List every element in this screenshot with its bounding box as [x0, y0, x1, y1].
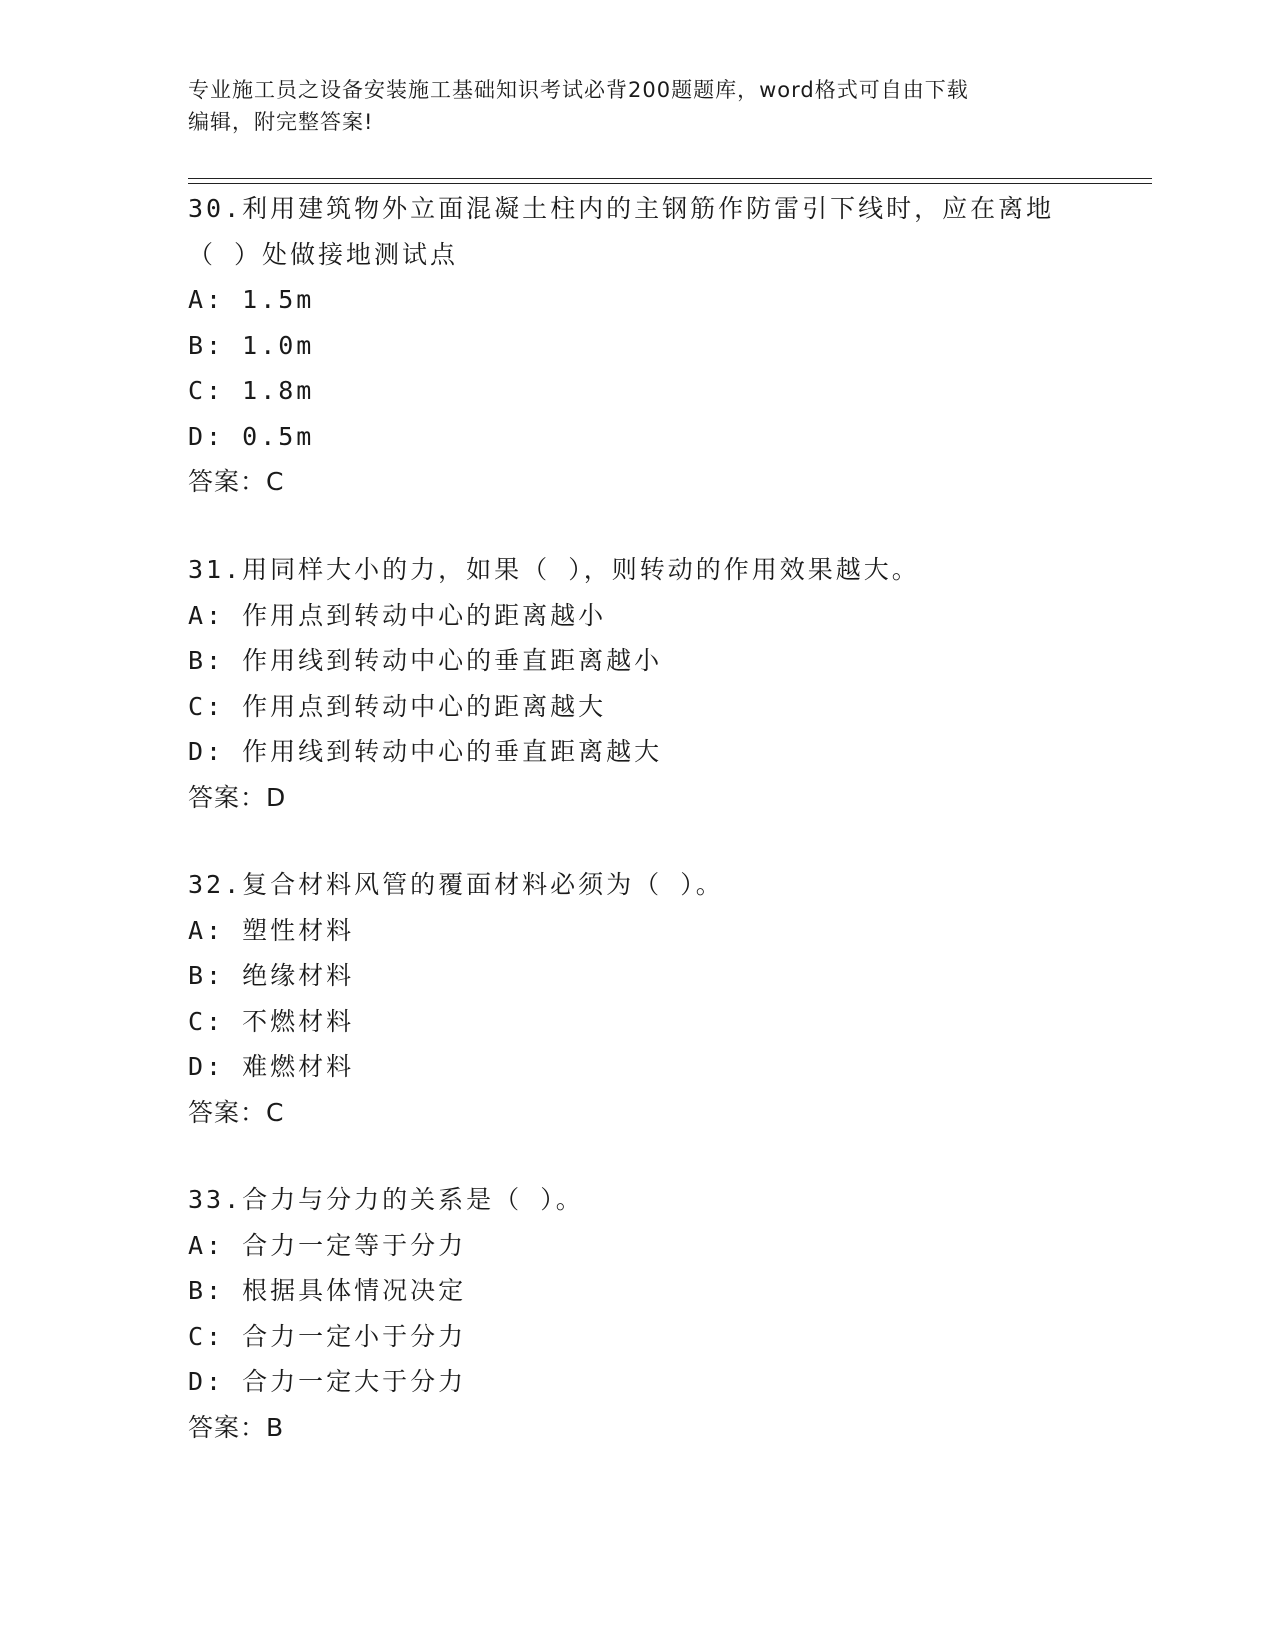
header-divider-top — [188, 178, 1152, 179]
option-b: B: 根据具体情况决定 — [188, 1276, 467, 1305]
header-title-line-1: 专业施工员之设备安装施工基础知识考试必背200题题库，word格式可自由下载 — [188, 78, 969, 102]
option-d: D: 0.5m — [188, 421, 315, 451]
header-title-line-2: 编辑，附完整答案! — [188, 110, 374, 134]
option-b: B: 绝缘材料 — [188, 961, 355, 990]
option-b: B: 1.0m — [188, 330, 315, 360]
header-divider-bottom — [188, 183, 1152, 184]
option-d: D: 难燃材料 — [188, 1052, 355, 1081]
question-stem-continued: （ ）处做接地测试点 — [188, 239, 459, 269]
answer: 答案：B — [188, 1412, 285, 1442]
question-33 — [188, 1177, 1088, 1450]
question-31 — [188, 547, 1088, 820]
option-d: D: 作用线到转动中心的垂直距离越大 — [188, 737, 663, 766]
question-stem: 33.合力与分力的关系是（ ）。 — [188, 1185, 584, 1214]
option-a: A: 1.5m — [188, 285, 315, 314]
option-c: C: 合力一定小于分力 — [188, 1321, 467, 1351]
option-c: C: 1.8m — [188, 376, 315, 405]
option-c: C: 作用点到转动中心的距离越大 — [188, 691, 607, 721]
question-stem: 30.利用建筑物外立面混凝土柱内的主钢筋作防雷引下线时，应在离地 — [188, 194, 1055, 223]
option-a: A: 作用点到转动中心的距离越小 — [188, 600, 607, 630]
answer: 答案：C — [188, 1097, 285, 1127]
option-a: A: 塑性材料 — [188, 915, 355, 945]
answer: 答案：C — [188, 467, 285, 496]
document-header — [188, 74, 1088, 138]
question-32 — [188, 862, 1088, 1135]
option-d: D: 合力一定大于分力 — [188, 1367, 467, 1396]
option-b: B: 作用线到转动中心的垂直距离越小 — [188, 646, 663, 675]
answer: 答案：D — [188, 782, 287, 812]
question-30 — [188, 186, 1088, 505]
option-c: C: 不燃材料 — [188, 1006, 355, 1036]
option-a: A: 合力一定等于分力 — [188, 1230, 467, 1260]
question-stem: 32.复合材料风管的覆面材料必须为（ ）。 — [188, 870, 724, 899]
question-stem: 31.用同样大小的力，如果（ ），则转动的作用效果越大。 — [188, 555, 920, 584]
